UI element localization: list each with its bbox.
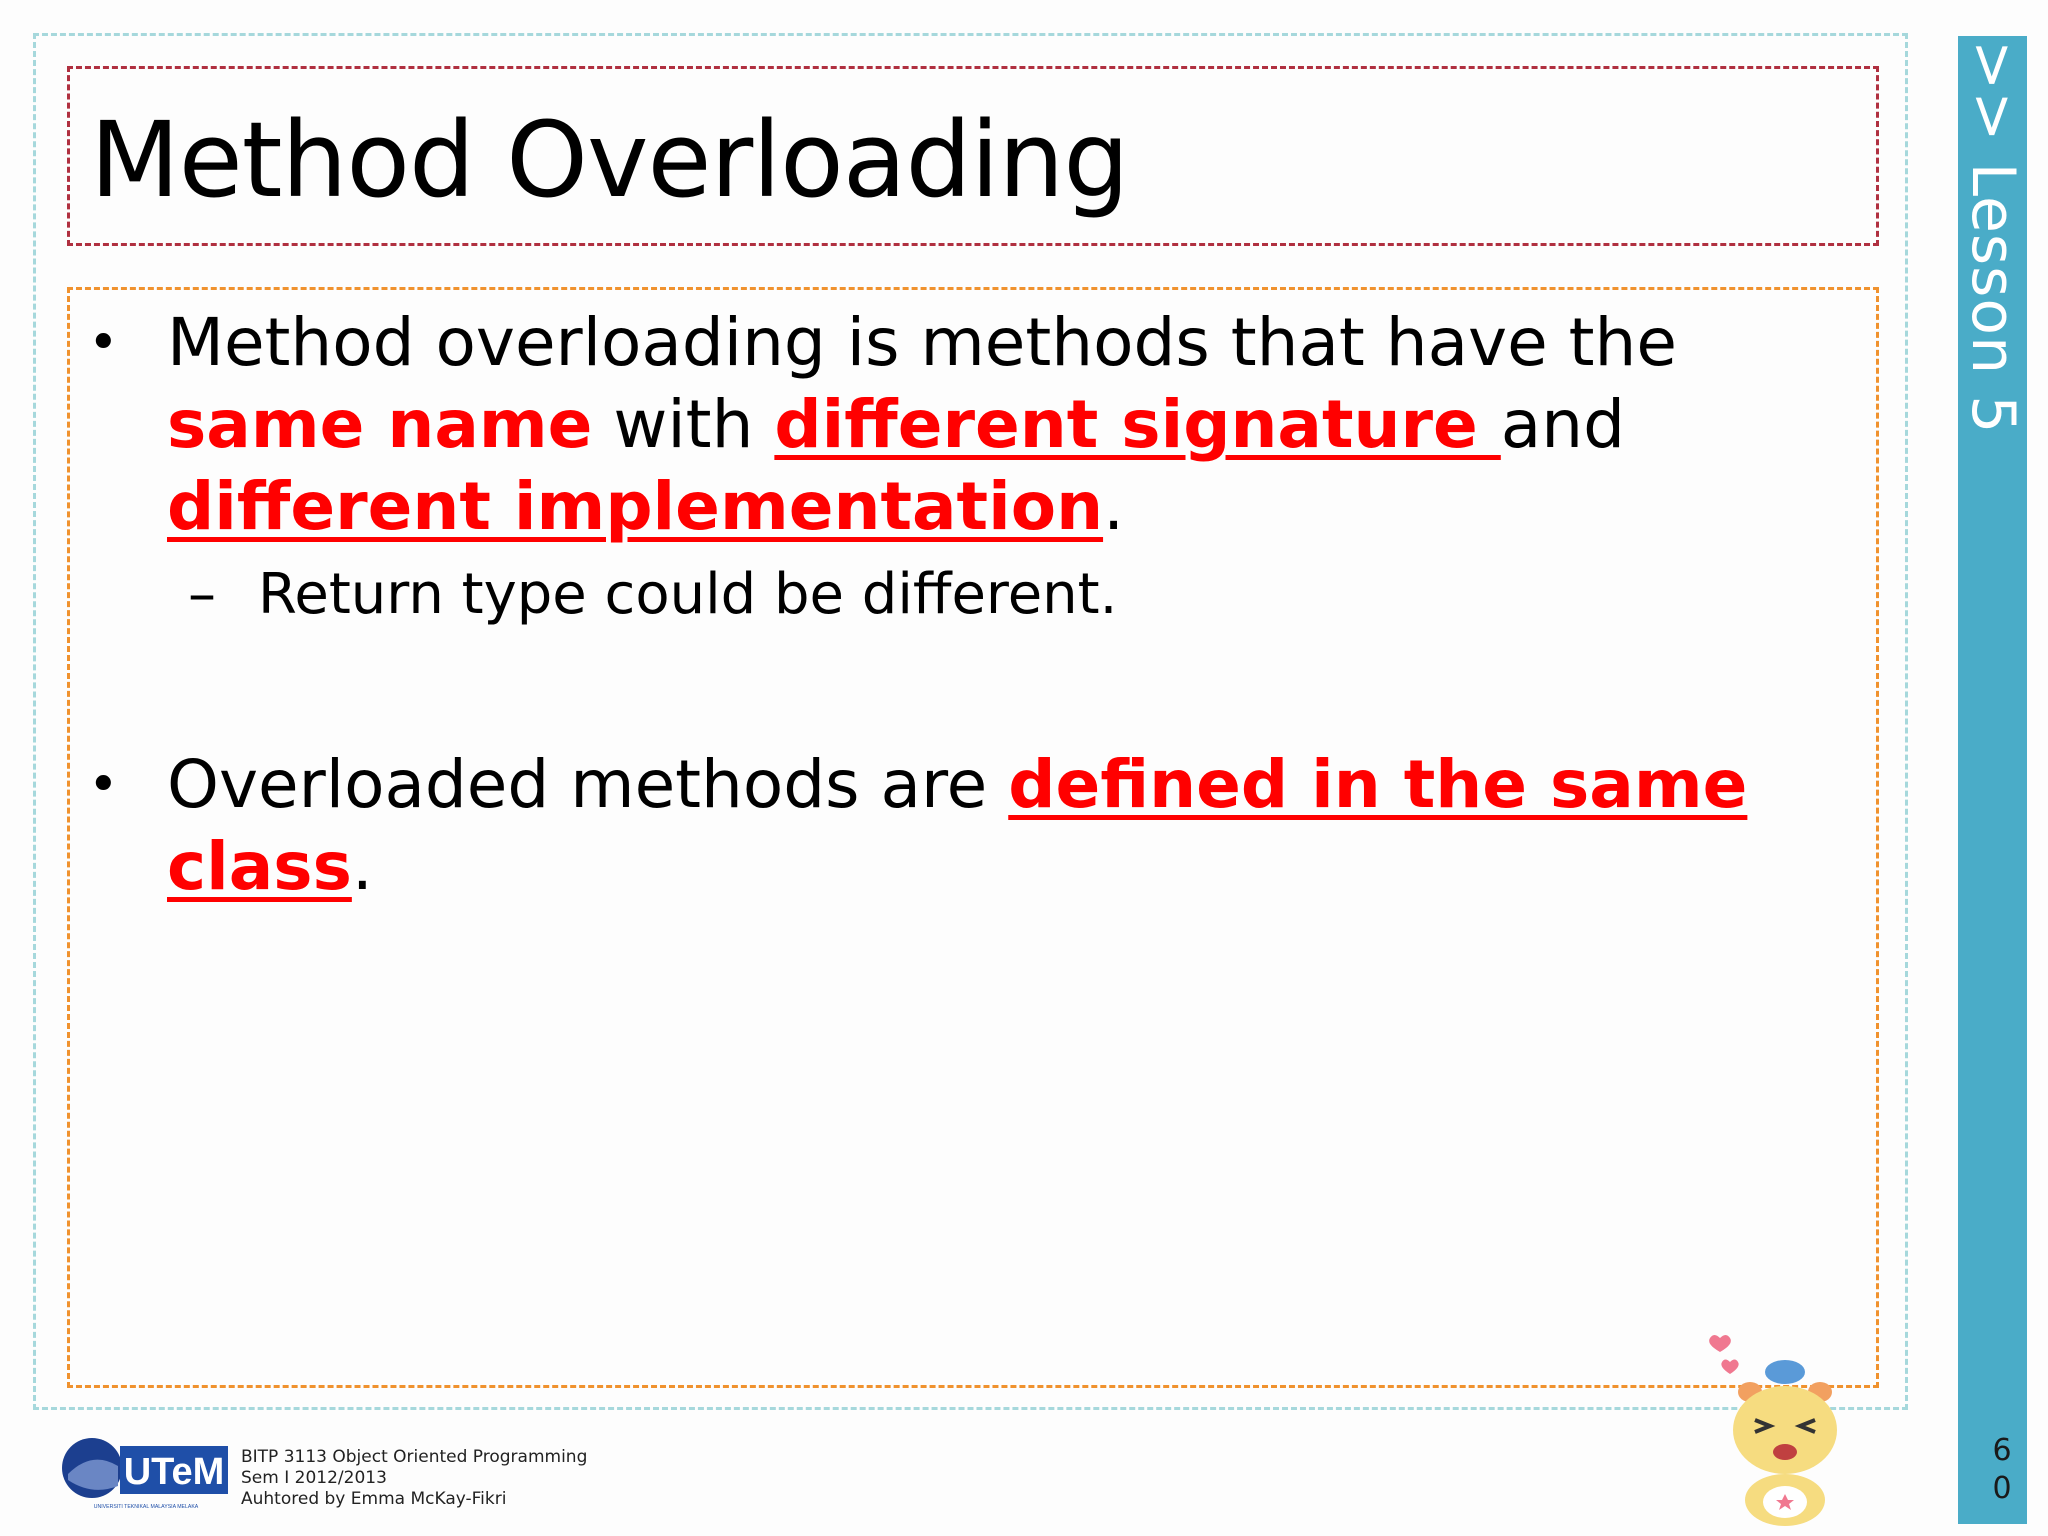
- text-run: .: [351, 828, 373, 905]
- sub-bullet: [188, 558, 1117, 632]
- lesson-label-text: >> Lesson 5: [1958, 40, 2028, 435]
- bullet-dot: •: [88, 313, 119, 373]
- emphasis-different-implementation: different implementation: [167, 468, 1104, 545]
- emphasis-same-name: same name: [167, 386, 593, 463]
- bullet-dot: •: [88, 755, 119, 815]
- text-run: .: [1103, 468, 1125, 545]
- tiger-mascot-icon: [1700, 1330, 1870, 1530]
- footer-info: [241, 1447, 587, 1510]
- bullet-text: [167, 744, 1847, 908]
- footer-author: Auhtored by Emma McKay-Fikri: [241, 1489, 507, 1509]
- logo-text: UTeM: [123, 1451, 225, 1493]
- emphasis-defined-same-class: defined in the same class: [167, 746, 1748, 905]
- text-run: Method overloading is methods that have the: [167, 304, 1677, 381]
- utem-logo: [56, 1430, 236, 1514]
- slide-title: Method Overloading: [90, 99, 1129, 221]
- page-number: 60: [1992, 1433, 2012, 1506]
- bullet-text: [167, 302, 1847, 548]
- text-run: and: [1500, 386, 1625, 463]
- text-run: Overloaded methods are: [167, 746, 1009, 823]
- footer-semester: Sem I 2012/2013: [241, 1468, 387, 1488]
- footer-course: BITP 3113 Object Oriented Programming: [241, 1447, 588, 1467]
- emphasis-different-signature: different signature: [774, 386, 1501, 463]
- logo-subtext: UNIVERSITI TEKNIKAL MALAYSIA MELAKA: [93, 1504, 199, 1510]
- text-run: with: [592, 386, 775, 463]
- sub-bullet-dash: –: [188, 562, 216, 627]
- lesson-label: [1958, 40, 2028, 435]
- sub-bullet-text: Return type could be different.: [258, 562, 1118, 627]
